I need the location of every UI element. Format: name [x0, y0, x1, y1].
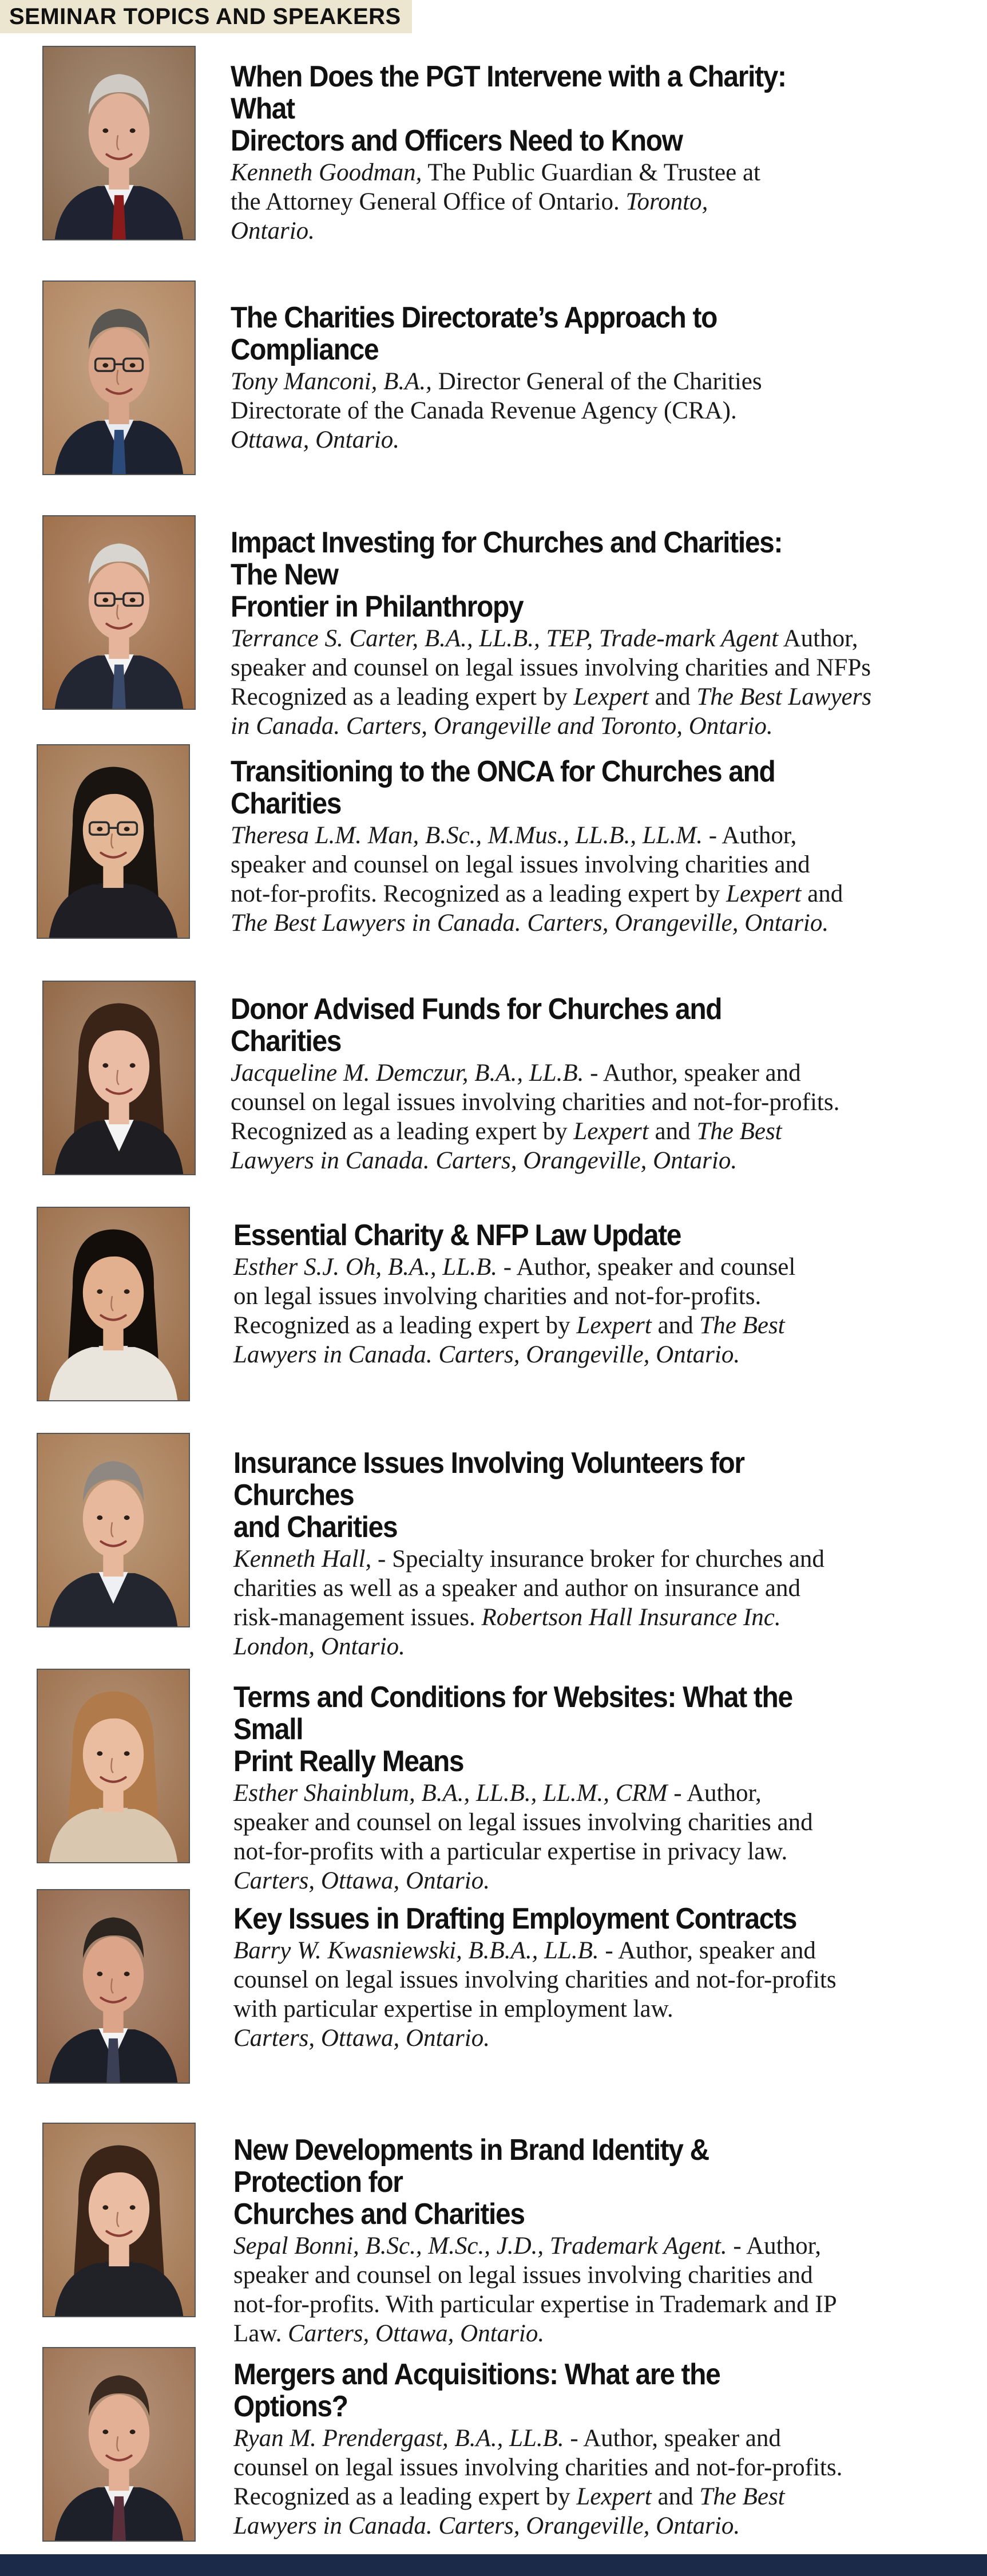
bio-line [231, 367, 970, 396]
speaker-entry [0, 515, 987, 740]
bio-line [231, 187, 970, 216]
topic-line: Essential Charity & NFP Law Update [233, 1219, 681, 1252]
bio-line [233, 2024, 970, 2053]
speaker-entry [0, 981, 987, 1178]
bio-italic-text: Theresa L.M. Man, B.Sc., M.Mus., LL.B., LL.M. [231, 822, 703, 849]
bio-italic-text: in Canada. Carters, Orangeville and Toronto, Ontario. [231, 713, 773, 740]
bio-line [233, 2319, 970, 2348]
bio-line [231, 1088, 970, 1117]
bio-line [233, 1837, 970, 1866]
bio-text: - Author, [702, 822, 797, 849]
topic-line: Directors and Officers Need to Know [231, 124, 683, 157]
seminar-topic-title [233, 1903, 807, 1935]
bio-line [233, 1544, 970, 1574]
bio-line [231, 1117, 970, 1146]
speaker-entry [0, 280, 987, 478]
footer-bar [0, 2554, 987, 2576]
bio-italic-text: London, Ontario. [233, 1633, 405, 1660]
speaker-photo [37, 1433, 190, 1627]
bio-text: Director General of the Charities [431, 368, 762, 395]
speaker-photo [42, 2347, 196, 2542]
bio-line [233, 2231, 970, 2261]
bio-line [233, 2290, 970, 2319]
speaker-bio [231, 821, 970, 938]
bio-line [231, 1058, 970, 1088]
topic-line: Churches and Charities [233, 2198, 525, 2231]
bio-text: with particular expertise in employment law. [233, 1996, 673, 2022]
bio-line [231, 396, 970, 425]
seminar-topic-title [231, 61, 804, 157]
bio-italic-text: Sepal Bonni, B.Sc., M.Sc., J.D., Trademark Agent. [233, 2233, 727, 2259]
bio-line [233, 2482, 970, 2511]
bio-italic-text: The Best [699, 1312, 785, 1339]
speaker-bio [231, 367, 970, 455]
bio-italic-text: Ottawa, Ontario. [231, 426, 400, 453]
bio-italic-text: Jacqueline M. Demczur, B.A., LL.B. [231, 1060, 584, 1086]
bio-line [233, 2261, 970, 2290]
bio-text: - Author, speaker and [564, 2425, 781, 2452]
bio-line [233, 2511, 970, 2541]
bio-italic-text: Carters, Ottawa, Ontario. [233, 1867, 490, 1894]
speaker-bio [231, 1058, 970, 1175]
bio-text: - Author, speaker and counsel [497, 1254, 796, 1281]
bio-text: and [648, 1118, 697, 1145]
bio-line [233, 1253, 970, 1282]
bio-line [233, 1632, 970, 1661]
topic-line: Transitioning to the ONCA for Churches and [231, 755, 775, 788]
bio-text: Recognized as a leading expert by [233, 2483, 577, 2510]
bio-line [231, 425, 970, 455]
speaker-bio [233, 2424, 970, 2541]
topic-line: Charities [231, 787, 342, 820]
speaker-photo [42, 981, 196, 1175]
seminar-topic-title [231, 993, 804, 1057]
bio-text: counsel on legal issues involving charities and not-for-profits [233, 1966, 837, 1993]
bio-line [231, 879, 970, 908]
bio-text: speaker and counsel on legal issues involving charities and [233, 2262, 813, 2289]
speaker-entry [0, 1669, 987, 1894]
bio-line [231, 624, 970, 653]
speaker-text [231, 756, 970, 938]
bio-line [233, 1779, 970, 1808]
bio-line [233, 1965, 970, 1994]
bio-text: and [648, 683, 697, 710]
bio-line [231, 1146, 970, 1175]
bio-text: counsel on legal issues involving charities and not-for-profits. [233, 2454, 843, 2481]
speaker-text [233, 1681, 970, 1895]
bio-text: speaker and counsel on legal issues involving charities and [233, 1809, 813, 1836]
bio-line [231, 850, 970, 879]
speaker-photo [37, 1207, 190, 1401]
bio-line [233, 1340, 970, 1369]
speaker-photo [42, 280, 196, 475]
bio-text: - Author, speaker and [584, 1060, 801, 1086]
speaker-photo [37, 1889, 190, 2084]
bio-line [231, 712, 970, 741]
speaker-bio [233, 2231, 970, 2348]
topic-line: The Charities Directorate’s Approach to Compliance [231, 301, 718, 366]
bio-line [233, 1936, 970, 1965]
seminar-topic-title [231, 302, 804, 366]
bio-line [231, 821, 970, 850]
topic-line: Insurance Issues Involving Volunteers for Churches [233, 1447, 744, 1512]
topic-line: New Developments in Brand Identity & Protection for [233, 2134, 709, 2199]
bio-italic-text: Ryan M. Prendergast, B.A., LL.B. [233, 2425, 564, 2452]
topic-line: Key Issues in Drafting Employment Contracts [233, 1902, 797, 1935]
speaker-text [231, 527, 970, 741]
bio-italic-text: The Best Lawyers in Canada. Carters, Orangeville, Ontario. [231, 910, 829, 937]
bio-text: Recognized as a leading expert by [231, 683, 574, 710]
topic-line: and Charities [233, 1511, 398, 1544]
speaker-entry [0, 1207, 987, 1404]
bio-line [233, 1574, 970, 1603]
seminar-topic-title [231, 756, 804, 820]
bio-text: - Author, [667, 1780, 762, 1807]
topic-line: Terms and Conditions for Websites: What the Small [233, 1681, 792, 1746]
bio-text: not-for-profits. With particular expertise in Trademark and IP [233, 2291, 837, 2318]
bio-text: - Author, [727, 2233, 821, 2259]
speaker-bio [233, 1779, 970, 1895]
speaker-photo [42, 46, 196, 240]
bio-text: Recognized as a leading expert by [233, 1312, 577, 1339]
bio-italic-text: Barry W. Kwasniewski, B.B.A., LL.B. [233, 1937, 599, 1964]
speaker-bio [233, 1544, 970, 1661]
topic-line: Mergers and Acquisitions: What are the Options? [233, 2358, 720, 2423]
speaker-bio [231, 624, 970, 741]
speaker-text [231, 302, 970, 455]
bio-text: risk-management issues. [233, 1604, 482, 1631]
bio-text: the Attorney General Office of Ontario. [231, 188, 626, 215]
bio-line [233, 1311, 970, 1340]
seminar-topic-title [233, 2134, 807, 2230]
bio-text: charities as well as a speaker and author on insurance and [233, 1575, 800, 1602]
bio-italic-text: Robertson Hall Insurance Inc. [481, 1604, 781, 1631]
speaker-text [233, 1903, 970, 2053]
bio-text: and [801, 880, 843, 907]
bio-text: - Specialty insurance broker for churches and [371, 1546, 825, 1573]
speaker-photo [42, 2123, 196, 2317]
speaker-text [233, 1219, 970, 1369]
seminar-topic-title [233, 1447, 807, 1543]
bio-line [233, 1808, 970, 1837]
bio-italic-text: Lawyers in Canada. Carters, Orangeville, Ontario. [233, 1341, 740, 1368]
bio-italic-text: Lexpert [726, 880, 802, 907]
speaker-photo [37, 1669, 190, 1863]
bio-italic-text: Terrance S. Carter, B.A., LL.B., TEP, Trade-mark Agent [231, 625, 779, 652]
bio-text: Directorate of the Canada Revenue Agency (CRA). [231, 397, 737, 424]
bio-line [231, 216, 970, 246]
bio-italic-text: Lexpert [573, 1118, 649, 1145]
section-title: SEMINAR TOPICS AND SPEAKERS [9, 4, 401, 29]
bio-text: on legal issues involving charities and not-for-profits. [233, 1283, 762, 1310]
seminar-topic-title [233, 1681, 807, 1777]
bio-italic-text: The Best [696, 1118, 782, 1145]
bio-text: speaker and counsel on legal issues involving charities and NFPs [231, 654, 871, 681]
bio-italic-text: The Best [699, 2483, 785, 2510]
bio-line [233, 1282, 970, 1311]
bio-text: not-for-profits with a particular expertise in privacy law. [233, 1838, 788, 1865]
bio-text: Law. [233, 2320, 288, 2347]
bio-text: and [651, 1312, 700, 1339]
speaker-entry [0, 1889, 987, 2087]
bio-line [231, 158, 970, 187]
bio-text: - Author, speaker and [598, 1937, 816, 1964]
bio-italic-text: Ontario. [231, 218, 315, 244]
bio-text: Author, [778, 625, 858, 652]
speaker-photo [42, 515, 196, 710]
bio-italic-text: Lawyers in Canada. Carters, Orangeville, Ontario. [233, 2512, 740, 2539]
bio-line [231, 653, 970, 682]
speaker-text [233, 1447, 970, 1661]
speaker-entry [0, 744, 987, 942]
speaker-entry [0, 1433, 987, 1660]
speaker-bio [233, 1253, 970, 1369]
bio-italic-text: Lexpert [576, 2483, 652, 2510]
bio-line [231, 908, 970, 938]
bio-italic-text: Kenneth Goodman, [231, 159, 422, 186]
bio-italic-text: Lexpert [576, 1312, 652, 1339]
topic-line: Frontier in Philanthropy [231, 590, 524, 623]
bio-italic-text: Esther S.J. Oh, B.A., LL.B. [233, 1254, 498, 1281]
speaker-entry [0, 46, 987, 243]
bio-italic-text: Lexpert [573, 683, 649, 710]
bio-line [233, 2453, 970, 2482]
bio-italic-text: Carters, Ottawa, Ontario. [288, 2320, 545, 2347]
bio-line [233, 1994, 970, 2024]
bio-text: and [651, 2483, 700, 2510]
topic-line: Impact Investing for Churches and Charities: The New [231, 526, 783, 591]
bio-text: The Public Guardian & Trustee at [422, 159, 760, 186]
speaker-text [231, 61, 970, 246]
seminar-topic-title [233, 2358, 807, 2423]
bio-italic-text: The Best Lawyers [696, 683, 872, 710]
bio-text: counsel on legal issues involving charities and not-for-profits. [231, 1089, 840, 1116]
speaker-entry [0, 2347, 987, 2545]
topic-line: When Does the PGT Intervene with a Charity: What [231, 60, 786, 125]
seminar-topic-title [231, 527, 804, 623]
bio-text: speaker and counsel on legal issues involving charities and [231, 851, 810, 878]
bio-line [233, 1603, 970, 1632]
bio-line [233, 2424, 970, 2453]
speaker-text [233, 2134, 970, 2348]
bio-text: Recognized as a leading expert by [231, 1118, 574, 1145]
speaker-bio [233, 1936, 970, 2053]
bio-italic-text: Carters, Ottawa, Ontario. [233, 2025, 490, 2052]
bio-italic-text: Kenneth Hall, [233, 1546, 372, 1573]
speaker-photo [37, 744, 190, 939]
bio-italic-text: Tony Manconi, B.A., [231, 368, 432, 395]
bio-italic-text: Lawyers in Canada. Carters, Orangeville, Ontario. [231, 1147, 738, 1174]
speaker-bio [231, 158, 970, 246]
speaker-text [231, 993, 970, 1175]
bio-italic-text: Toronto, [625, 188, 708, 215]
seminar-topic-title [233, 1219, 807, 1251]
speaker-entry [0, 2123, 987, 2347]
bio-italic-text: Esther Shainblum, B.A., LL.B., LL.M., CRM [233, 1780, 668, 1807]
bio-text: not-for-profits. Recognized as a leading expert by [231, 880, 727, 907]
topic-line: Donor Advised Funds for Churches and Charities [231, 993, 722, 1058]
topic-line: Print Really Means [233, 1745, 464, 1778]
speaker-text [233, 2358, 970, 2541]
bio-line [231, 682, 970, 712]
